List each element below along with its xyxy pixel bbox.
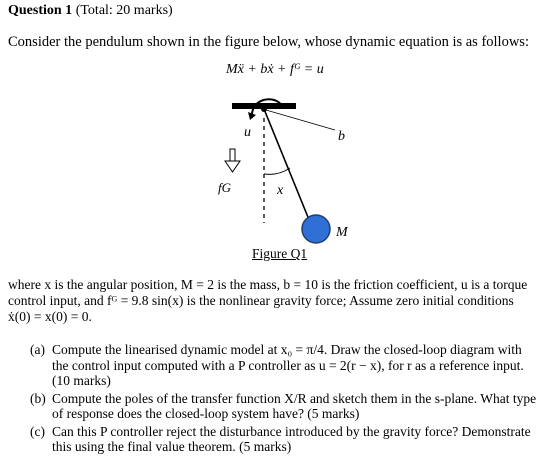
dynamic-equation: Mẍ + bẋ + fᴳ = u (226, 62, 324, 77)
gravity-arrow-icon (225, 149, 240, 172)
question-number: Question 1 (8, 3, 73, 18)
question-total-marks: (Total: 20 marks) (72, 3, 173, 18)
description-paragraph (8, 277, 548, 325)
part-label: (c) (30, 423, 45, 439)
description-line: where x is the angular position, M = 2 is the mass, b = 10 is the friction coefficient, u is a torque (8, 277, 528, 292)
part-line: (10 marks) (52, 373, 111, 388)
label-x: x (277, 183, 284, 198)
part-line: this using the final value theorem. (5 marks) (52, 439, 292, 454)
part-line: of response does the closed-loop system have? (5 marks) (52, 406, 360, 421)
label-M: M (336, 225, 348, 240)
pendulum-rod (264, 109, 312, 227)
part-b (30, 391, 550, 422)
part-line: Compute the poles of the transfer function X/R and sketch them in the s-plane. What type (52, 390, 537, 406)
description-line: control input, and fᴳ = 9.8 sin(x) is the nonlinear gravity force; Assume zero initial conditions (8, 293, 514, 308)
description-line: ẋ(0) = x(0) = 0. (8, 309, 92, 324)
angle-arc (264, 168, 290, 174)
label-b: b (338, 129, 345, 144)
figure-caption: Figure Q1 (252, 246, 308, 261)
friction-line (266, 110, 335, 130)
question-title (8, 3, 173, 19)
pendulum-figure (190, 88, 390, 248)
part-line: Compute the linearised dynamic model at x₀ = π/4. Draw the closed-loop diagram with (52, 342, 522, 357)
question-parts (30, 342, 550, 455)
part-line: Can this P controller reject the disturbance introduced by the gravity force? Demonstrate (52, 423, 531, 439)
part-a (30, 342, 550, 389)
part-c (30, 424, 550, 455)
part-label: (a) (30, 342, 45, 357)
part-line: the control input computed with a P controller as u = 2(r − x), for r as a reference input. (52, 357, 524, 373)
mass-bob (302, 215, 330, 243)
part-label: (b) (30, 390, 46, 406)
label-fG: fG (218, 180, 231, 195)
pendulum-diagram (190, 88, 390, 248)
label-u: u (244, 125, 251, 140)
intro-text: Consider the pendulum shown in the figure below, whose dynamic equation is as follows: (8, 34, 529, 50)
